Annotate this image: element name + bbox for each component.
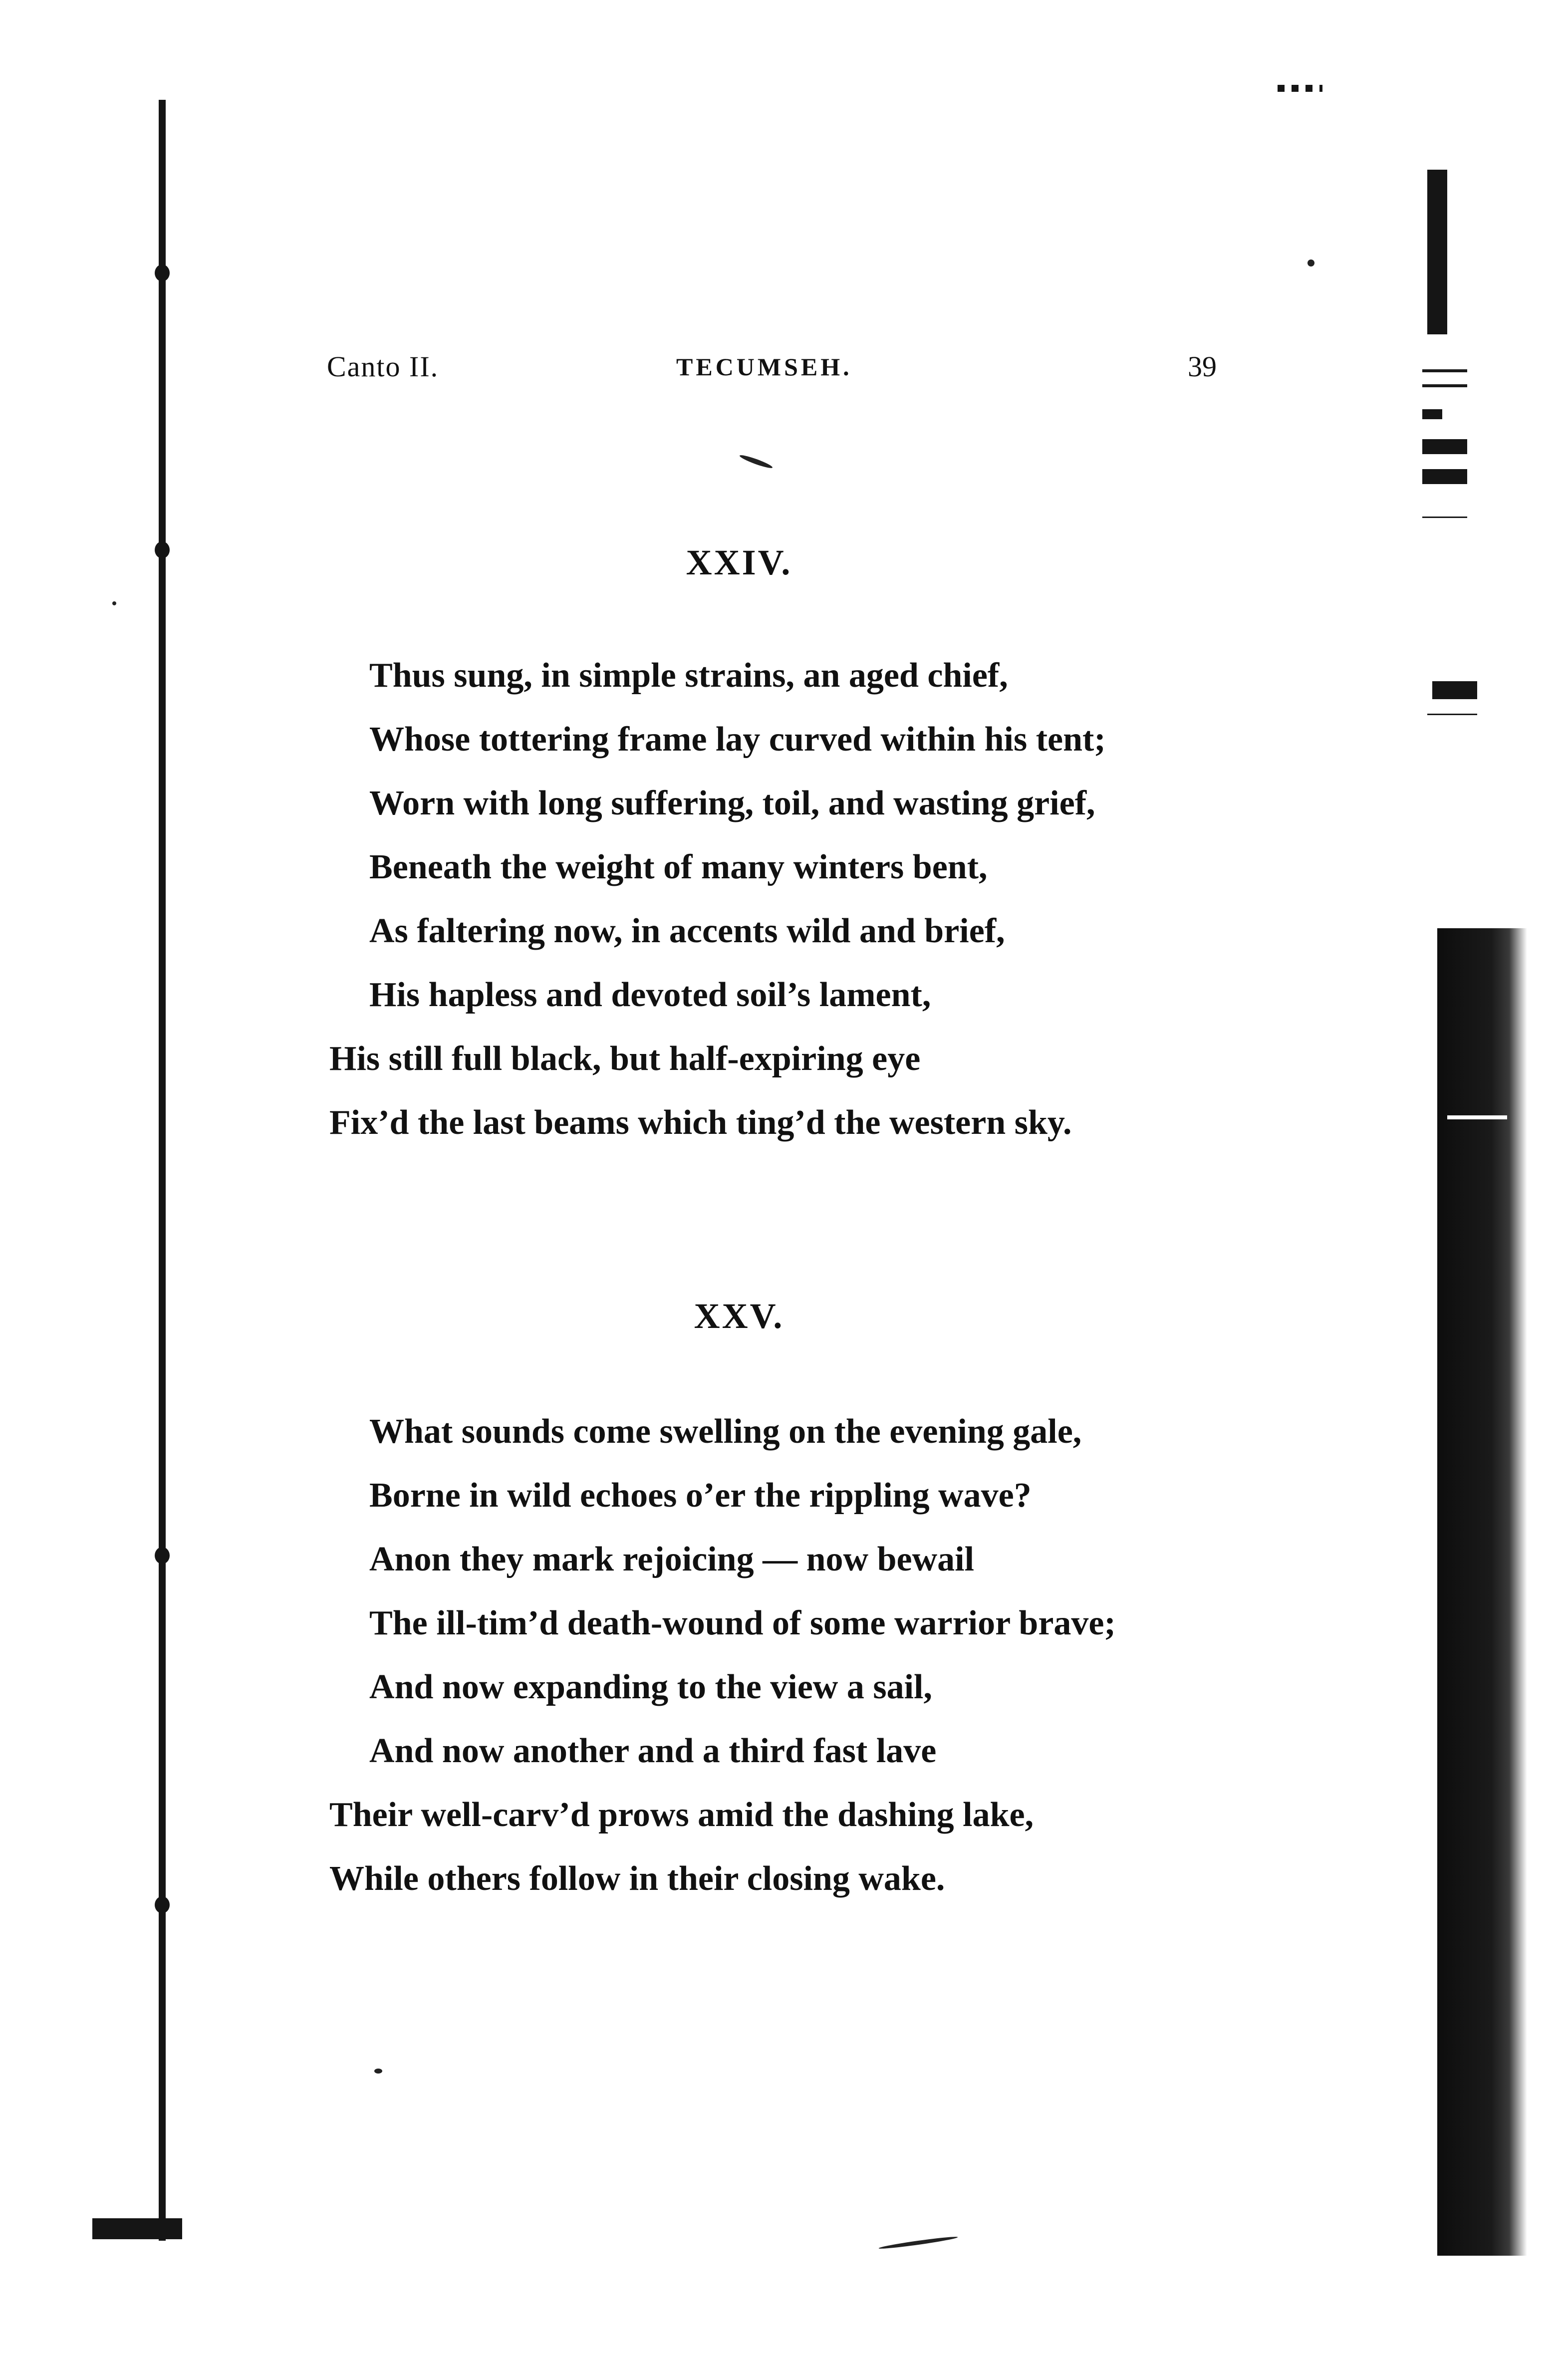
verse-line: What sounds come swelling on the evening gale, [369, 1412, 1082, 1451]
edge-rule [1422, 384, 1467, 387]
binding-notch [155, 264, 170, 281]
edge-mark [1278, 85, 1322, 92]
verse-line: The ill-tim’d death-wound of some warrior brave; [369, 1604, 1116, 1642]
verse-line: Their well-carv’d prows amid the dashing lake, [329, 1796, 1034, 1834]
verse-line: His still full black, but half-expiring eye [329, 1040, 921, 1078]
binding-notch [155, 1896, 170, 1913]
edge-rule [1427, 714, 1477, 715]
binding-rule [159, 100, 166, 2241]
edge-rule [1422, 369, 1467, 372]
binding-notch [155, 1547, 170, 1564]
verse-line: Beneath the weight of many winters bent, [369, 848, 988, 886]
page-number: 39 [1188, 350, 1217, 383]
verse-line: While others follow in their closing wake. [329, 1859, 945, 1898]
ink-speck [112, 601, 116, 605]
verse-line: Anon they mark rejoicing — now bewail [369, 1540, 975, 1578]
verse-line: And now another and a third fast lave [369, 1732, 937, 1770]
binding-base [92, 2218, 182, 2239]
running-head-canto: Canto II. [327, 350, 439, 383]
ink-speck [739, 453, 773, 470]
verse-line: Whose tottering frame lay curved within his tent; [369, 720, 1106, 759]
verse-line: Worn with long suffering, toil, and wasting grief, [369, 784, 1095, 822]
stanza-number-text: XXV. [694, 1296, 784, 1336]
verse-line: Thus sung, in simple strains, an aged chief, [369, 656, 1008, 695]
stanza-number [0, 541, 1568, 583]
edge-mark [1422, 439, 1467, 454]
stanza [329, 644, 1377, 1155]
stanza-number [0, 1295, 1568, 1337]
verse-line: And now expanding to the view a sail, [369, 1668, 932, 1706]
edge-rule [1447, 1115, 1507, 1119]
edge-mark [1422, 409, 1442, 419]
ink-speck [1307, 260, 1314, 266]
verse-line: Borne in wild echoes o’er the rippling wave? [369, 1476, 1032, 1515]
stanza [329, 1400, 1377, 1911]
verse-line: As faltering now, in accents wild and brief, [369, 912, 1005, 950]
verse-line: Fix’d the last beams which ting’d the western sky. [329, 1103, 1072, 1142]
ink-speck [374, 2069, 382, 2074]
stanza-number-text: XXIV. [686, 542, 792, 582]
edge-mark [1427, 170, 1447, 334]
running-head-title: TECUMSEH. [676, 353, 852, 381]
ink-speck [878, 2235, 958, 2250]
scan-edge [1437, 928, 1527, 2256]
edge-rule [1422, 517, 1467, 518]
edge-mark [1432, 681, 1477, 699]
edge-mark [1422, 469, 1467, 484]
verse-line: His hapless and devoted soil’s lament, [369, 976, 931, 1014]
